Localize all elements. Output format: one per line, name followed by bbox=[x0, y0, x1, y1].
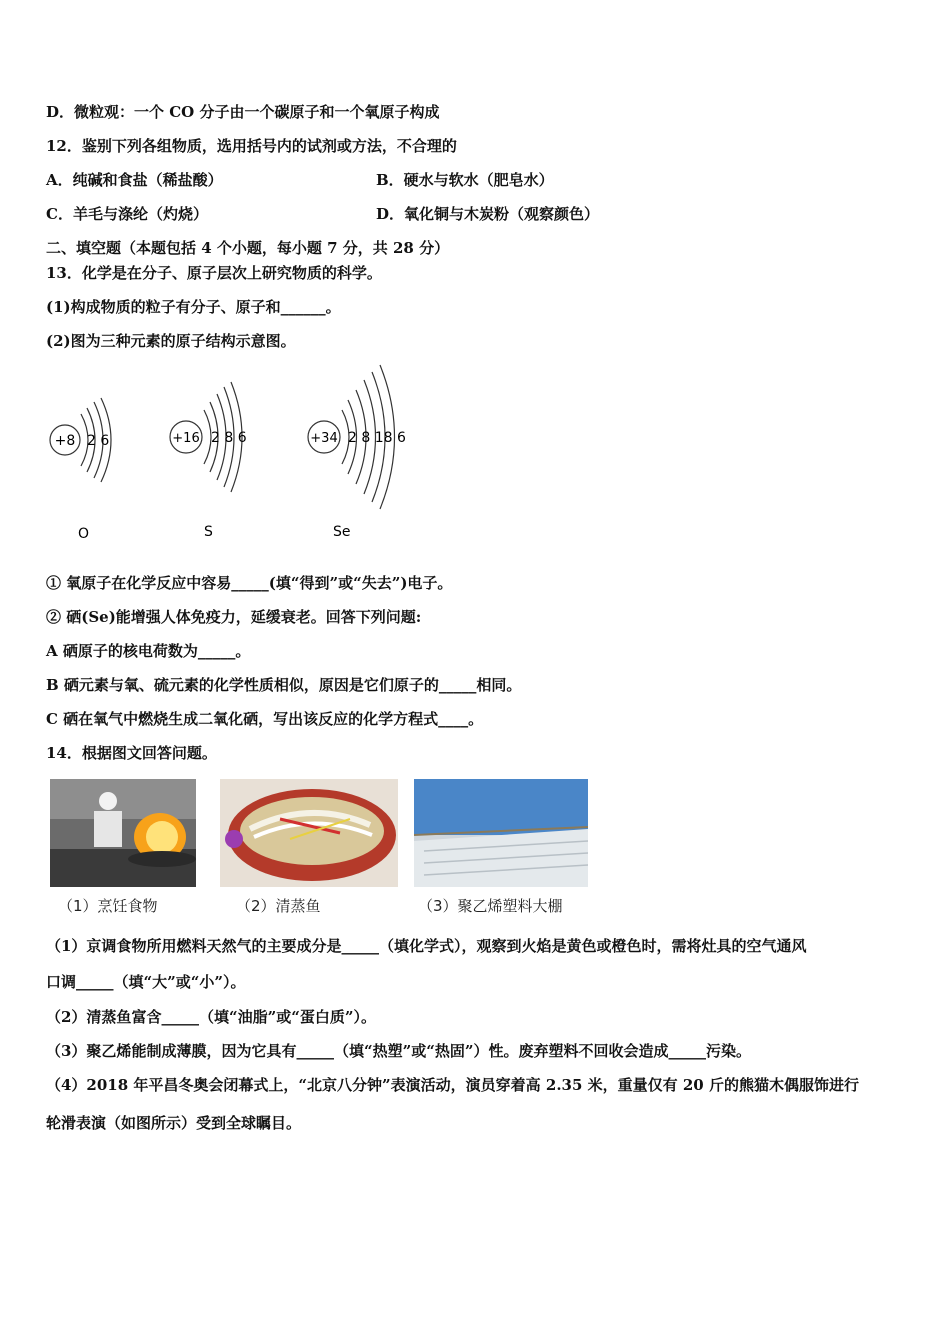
sulfur-symbol: S bbox=[204, 524, 213, 540]
oxygen-shells: 2 6 bbox=[87, 433, 110, 449]
q13-subq-a: A 硒原子的核电荷数为_____。 bbox=[46, 642, 251, 660]
photo-greenhouse bbox=[414, 779, 588, 887]
atom-structure-diagram bbox=[40, 360, 460, 550]
q13-subq-c: C 硒在氧气中燃烧生成二氧化硒，写出该反应的化学方程式____。 bbox=[46, 710, 484, 728]
q14-part-4a: （4）2018 年平昌冬奥会闭幕式上，“北京八分钟”表演活动，演员穿着高 2.35 米，重量仅有 20 斤的熊猫木偶服饰进行 bbox=[46, 1076, 859, 1094]
q12-stem: 12．鉴别下列各组物质，选用括号内的试剂或方法，不合理的 bbox=[46, 137, 457, 155]
photo-cooking-caption: （1）烹饪食物 bbox=[58, 897, 158, 915]
sulfur-nucleus: +16 bbox=[172, 431, 200, 446]
q11-option-d: D．微粒观：一个 CO 分子由一个碳原子和一个氧原子构成 bbox=[46, 103, 440, 121]
q13-subq-b: B 硒元素与氧、硫元素的化学性质相似，原因是它们原子的_____相同。 bbox=[46, 676, 522, 694]
q12-option-b: B．硬水与软水（肥皂水） bbox=[376, 171, 554, 189]
q14-part-2: （2）清蒸鱼富含_____（填“油脂”或“蛋白质”）。 bbox=[46, 1008, 376, 1026]
section-heading: 二、填空题（本题包括 4 个小题，每小题 7 分，共 28 分） bbox=[46, 239, 450, 257]
q12-option-d: D．氧化铜与木炭粉（观察颜色） bbox=[376, 205, 600, 223]
atom-selenium bbox=[308, 365, 406, 540]
atom-sulfur bbox=[170, 382, 247, 540]
photo-cooking bbox=[50, 779, 196, 887]
q12-option-a: A．纯碱和食盐（稀盐酸） bbox=[46, 171, 223, 189]
photo-steamed-fish-caption: （2）清蒸鱼 bbox=[236, 897, 321, 915]
oxygen-nucleus: +8 bbox=[54, 433, 76, 449]
selenium-shells: 2 8 18 6 bbox=[348, 430, 406, 446]
q14-part-1a: （1）京调食物所用燃料天然气的主要成分是_____（填化学式），观察到火焰是黄色或橙色时，需将灶具的空气通风 bbox=[46, 937, 807, 955]
q13-blank-2: ② 硒(Se)能增强人体免疫力，延缓衰老。回答下列问题: bbox=[46, 608, 422, 626]
q14-part-1b: 口调_____（填“大”或“小”）。 bbox=[46, 973, 246, 991]
q12-option-c: C．羊毛与涤纶（灼烧） bbox=[46, 205, 208, 223]
q13-stem: 13．化学是在分子、原子层次上研究物质的科学。 bbox=[46, 264, 382, 282]
q14-part-3: （3）聚乙烯能制成薄膜，因为它具有_____（填“热塑”或“热固”）性。废弃塑料不回收会造成_____污染。 bbox=[46, 1042, 751, 1060]
q13-part-1: (1)构成物质的粒子有分子、原子和______。 bbox=[46, 298, 341, 316]
q14-part-4b: 轮滑表演（如图所示）受到全球瞩目。 bbox=[46, 1114, 302, 1132]
oxygen-symbol: O bbox=[78, 526, 90, 542]
q14-stem: 14．根据图文回答问题。 bbox=[46, 744, 217, 762]
selenium-symbol: Se bbox=[333, 524, 351, 540]
photo-greenhouse-caption: （3）聚乙烯塑料大棚 bbox=[418, 897, 563, 915]
photo-steamed-fish bbox=[220, 779, 398, 887]
q13-part-2: (2)图为三种元素的原子结构示意图。 bbox=[46, 332, 296, 350]
q13-blank-1: ① 氧原子在化学反应中容易_____(填“得到”或“失去”)电子。 bbox=[46, 574, 453, 592]
selenium-nucleus: +34 bbox=[310, 431, 338, 446]
sulfur-shells: 2 8 6 bbox=[211, 430, 247, 446]
atom-oxygen bbox=[50, 398, 111, 542]
